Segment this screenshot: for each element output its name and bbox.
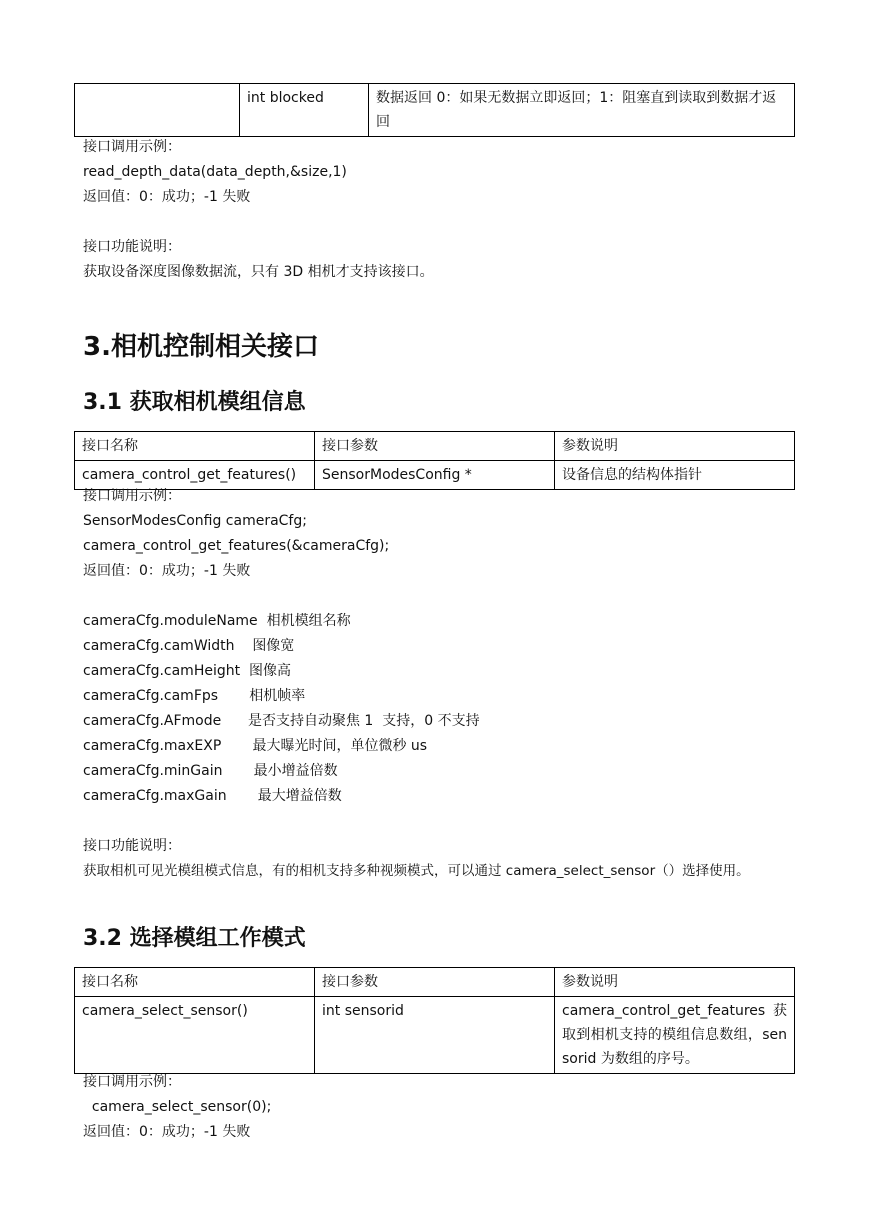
- field-line: [83, 661, 291, 681]
- description-text: 获取相机可见光模组模式信息，有的相机支持多种视频模式，可以通过 camera_select_sensor（）选择使用。: [83, 863, 750, 879]
- param-table-get-features: [74, 431, 795, 490]
- section-heading-3-1: 3.1 获取相机模组信息: [83, 390, 306, 415]
- field-name: cameraCfg.maxGain: [83, 788, 227, 804]
- field-desc: 图像宽: [252, 638, 295, 654]
- example-label: 接口调用示例：: [83, 488, 181, 504]
- section-heading-3: 3.相机控制相关接口: [83, 332, 319, 362]
- field-desc: 图像高: [249, 663, 292, 679]
- example-label: 接口调用示例：: [83, 1074, 181, 1090]
- description-label: 接口功能说明：: [83, 838, 181, 854]
- table-row: [75, 84, 795, 137]
- field-name: cameraCfg.minGain: [83, 763, 223, 779]
- field-name: cameraCfg.AFmode: [83, 713, 222, 729]
- table-row: [75, 997, 795, 1074]
- field-desc: 最小增益倍数: [253, 763, 338, 779]
- param-table-select-sensor: [74, 967, 795, 1074]
- table-header-cell: 接口名称: [75, 968, 315, 997]
- table-cell: camera_control_get_features 获取到相机支持的模组信息数组，sensorid 为数组的序号。: [555, 997, 795, 1074]
- table-cell: camera_control_get_features(): [75, 461, 315, 490]
- field-line: [83, 736, 427, 756]
- table-header-cell: 接口名称: [75, 432, 315, 461]
- example-label: 接口调用示例：: [83, 139, 181, 155]
- field-name: cameraCfg.camHeight: [83, 663, 241, 679]
- section-heading-3-2: 3.2 选择模组工作模式: [83, 926, 306, 951]
- description-label: 接口功能说明：: [83, 239, 181, 255]
- table-cell: camera_select_sensor(): [75, 997, 315, 1074]
- table-cell: SensorModesConfig *: [315, 461, 555, 490]
- field-desc: 最大增益倍数: [257, 788, 342, 804]
- table-header-row: [75, 432, 795, 461]
- code-line: SensorModesConfig cameraCfg;: [83, 513, 307, 529]
- field-line: [83, 761, 338, 781]
- table-row: [75, 461, 795, 490]
- description-text: 获取设备深度图像数据流，只有 3D 相机才支持该接口。: [83, 264, 434, 280]
- field-desc: 相机模组名称: [266, 613, 351, 629]
- return-value-text: 返回值：0：成功；-1 失败: [83, 1124, 251, 1140]
- field-desc: 相机帧率: [249, 688, 306, 704]
- table-cell: int blocked: [240, 84, 369, 137]
- field-desc: 最大曝光时间，单位微秒 us: [252, 738, 428, 754]
- table-header-cell: 参数说明: [555, 968, 795, 997]
- table-cell: 设备信息的结构体指针: [555, 461, 795, 490]
- field-name: cameraCfg.maxEXP: [83, 738, 222, 754]
- field-line: [83, 636, 294, 656]
- field-desc: 是否支持自动聚焦 1 支持，0 不支持: [247, 713, 480, 729]
- field-name: cameraCfg.camWidth: [83, 638, 235, 654]
- code-line: read_depth_data(data_depth,&size,1): [83, 164, 347, 180]
- param-table-depth: [74, 83, 795, 137]
- field-name: cameraCfg.moduleName: [83, 613, 258, 629]
- table-cell: int sensorid: [315, 997, 555, 1074]
- return-value-text: 返回值：0：成功；-1 失败: [83, 189, 251, 205]
- table-header-cell: 参数说明: [555, 432, 795, 461]
- table-cell: [75, 84, 240, 137]
- field-line: [83, 686, 305, 706]
- field-line: [83, 611, 351, 631]
- field-line: [83, 786, 342, 806]
- table-header-row: [75, 968, 795, 997]
- field-name: cameraCfg.camFps: [83, 688, 219, 704]
- code-line: camera_select_sensor(0);: [83, 1099, 272, 1115]
- table-header-cell: 接口参数: [315, 968, 555, 997]
- return-value-text: 返回值：0：成功；-1 失败: [83, 563, 251, 579]
- table-header-cell: 接口参数: [315, 432, 555, 461]
- code-line: camera_control_get_features(&cameraCfg);: [83, 538, 390, 554]
- field-line: [83, 711, 480, 731]
- table-cell: 数据返回 0：如果无数据立即返回；1：阻塞直到读取到数据才返回: [369, 84, 795, 137]
